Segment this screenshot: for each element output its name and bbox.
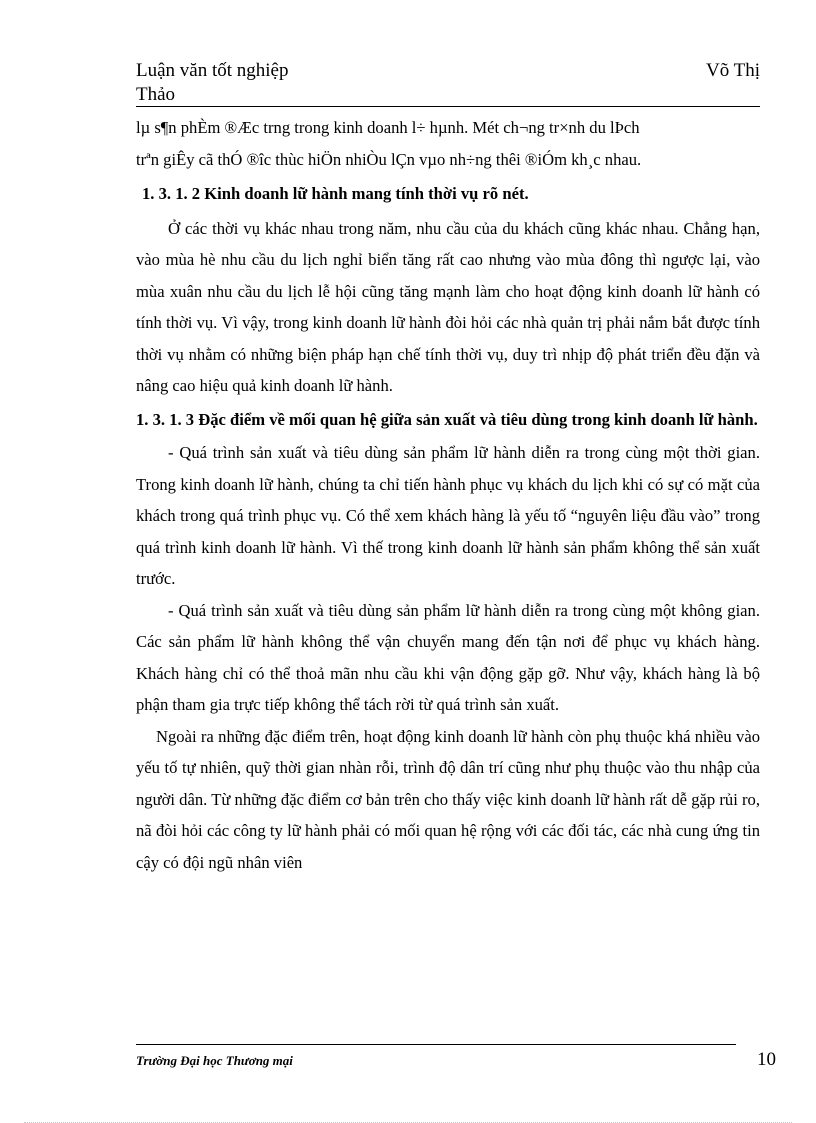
header-author-continuation: Thảo <box>136 84 176 105</box>
intro-line-2: trªn giÊy cã thÓ ®îc thùc hiÖn nhiÒu lÇn vµo nh÷ng thêi ®iÓm kh¸c nhau. <box>136 149 642 169</box>
footer-rule <box>136 1044 736 1045</box>
intro-line-1: lµ s¶n phÈm ®Æc trng trong kinh doanh l÷ hµnh. Mét ch¬ng tr×nh du lÞch <box>136 118 640 137</box>
header-title: Luận văn tốt nghiệp <box>136 60 289 81</box>
page-body <box>136 112 760 878</box>
header-author: Võ Thị <box>705 60 760 81</box>
section-heading-1-3-1-2: 1. 3. 1. 2 Kinh doanh lữ hành mang tính thời vụ rõ nét. <box>142 184 529 203</box>
header-rule <box>136 106 760 107</box>
paragraph-seasonality: Ở các thời vụ khác nhau trong năm, nhu cầu của du khách cũng khác nhau. Chẳng hạn, vào mùa hè nhu cầu du lịch nghỉ biển tăng rất cao nhưng vào mùa đông thì ngược lại, vào mùa xuân nhu cầu du lịch lễ hội cũng tăng mạnh làm cho hoạt động kinh doanh lữ hành có tính thời vụ. Vì vậy, trong kinh doanh lữ hành đòi hỏi các nhà quản trị phải nắm bắt được tính thời vụ nhằm có những biện pháp hạn chế tính thời vụ, duy trì nhịp độ phát triển đều đặn và nâng cao hiệu quả kinh doanh lữ hành. <box>136 218 760 395</box>
page-number: 10 <box>757 1049 776 1070</box>
section-heading-1-3-1-3: 1. 3. 1. 3 Đặc điểm về mối quan hệ giữa sản xuất và tiêu dùng trong kinh doanh lữ hành. <box>136 409 758 429</box>
paragraph-same-time: - Quá trình sản xuất và tiêu dùng sản phẩm lữ hành diễn ra trong cùng một thời gian. Trong kinh doanh lữ hành, chúng ta chỉ tiến hành phục vụ khách du lịch khi có sự có mặt của khách trong quá trình phục vụ. Có thể xem khách hàng là yếu tố “nguyên liệu đầu vào” trong quá trình kinh doanh lữ hành. Vì thế trong kinh doanh lữ hành sản phẩm không thể sản xuất trước. <box>136 443 760 588</box>
paragraph-same-space: - Quá trình sản xuất và tiêu dùng sản phẩm lữ hành diễn ra trong cùng một không gian. Các sản phẩm lữ hành không thể vận chuyển mang đến tận nơi để phục vụ khách hàng. Khách hàng chỉ có thể thoả mãn nhu cầu khi vận động gặp gỡ. Như vậy, khách hàng là bộ phận tham gia trực tiếp không thể tách rời từ quá trình sản xuất. <box>136 600 760 714</box>
paragraph-other-factors: Ngoài ra những đặc điểm trên, hoạt động kinh doanh lữ hành còn phụ thuộc khá nhiều vào yếu tố tự nhiên, quỹ thời gian nhàn rỗi, trình độ dân trí cũng như phụ thuộc vào thu nhập của người dân. Từ những đặc điểm cơ bản trên cho thấy việc kinh doanh lữ hành rất dễ gặp rủi ro, nã đòi hỏi các công ty lữ hành phải có mối quan hệ rộng với các đối tác, các nhà cung ứng tin cậy có đội ngũ nhân viên <box>136 726 760 872</box>
footer-school: Trường Đại học Thương mại <box>136 1053 293 1068</box>
